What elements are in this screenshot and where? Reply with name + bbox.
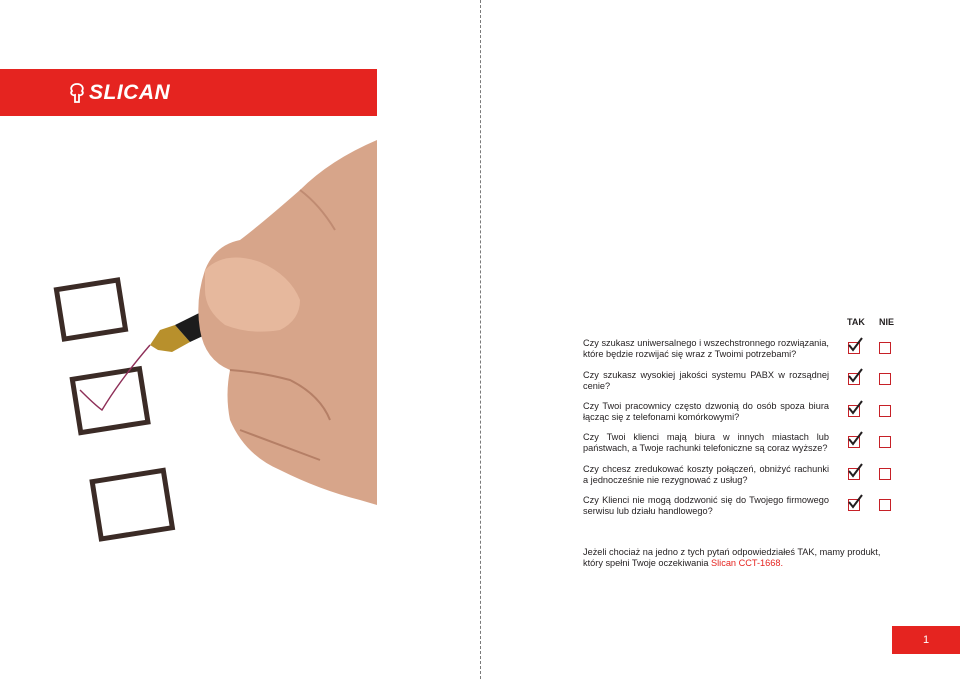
checkmark-icon [846,336,864,354]
logo-wordmark: SLICAN [89,81,171,104]
no-checkbox-2[interactable] [879,373,891,385]
slican-logo-icon [68,82,86,104]
no-checkbox-4[interactable] [879,436,891,448]
product-name: Slican CCT-1668 [711,558,781,569]
checkmark-icon [846,430,864,448]
no-checkbox-1[interactable] [879,342,891,354]
question-2: Czy szukasz wysokiej jakości systemu PABX w rozsądnej cenie? [583,370,829,392]
column-no-heading: NIE [879,317,895,327]
checkmark-icon [846,367,864,385]
question-3: Czy Twoi pracownicy często dzwonią do osób spoza biura łącząc się z telefonami komórkowymi? [583,401,829,423]
conclusion-body: Jeżeli chociaż na jedno z tych pytań odpowiedziałeś TAK, mamy produkt, który spełni Twoje oczekiwania [583,547,881,569]
checkmark-icon [846,493,864,511]
page-number: 1 [892,626,960,654]
column-yes-heading: TAK [847,317,865,327]
slican-logo [68,80,170,106]
question-6: Czy Klienci nie mogą dodzwonić się do Twojego firmowego serwisu lub działu handlowego? [583,495,829,517]
no-checkbox-5[interactable] [879,468,891,480]
checkmark-icon [846,399,864,417]
conclusion-text [583,547,893,570]
no-checkbox-3[interactable] [879,405,891,417]
question-4: Czy Twoi klienci mają biura w innych miastach lub państwach, a Twoje rachunki telefoniczne są coraz wyższe? [583,432,829,454]
checkmark-icon [846,462,864,480]
brand-bar [0,69,377,116]
conclusion-end: . [780,558,784,569]
no-checkbox-6[interactable] [879,499,891,511]
fold-line [480,0,481,679]
question-5: Czy chcesz zredukować koszty połączeń, obniżyć rachunki a jednocześnie nie rezygnować z usług? [583,464,829,486]
question-1: Czy szukasz uniwersalnego i wszechstronnego rozwiązania, które będzie rozwijać się wraz z Twoimi potrzebami? [583,338,829,360]
